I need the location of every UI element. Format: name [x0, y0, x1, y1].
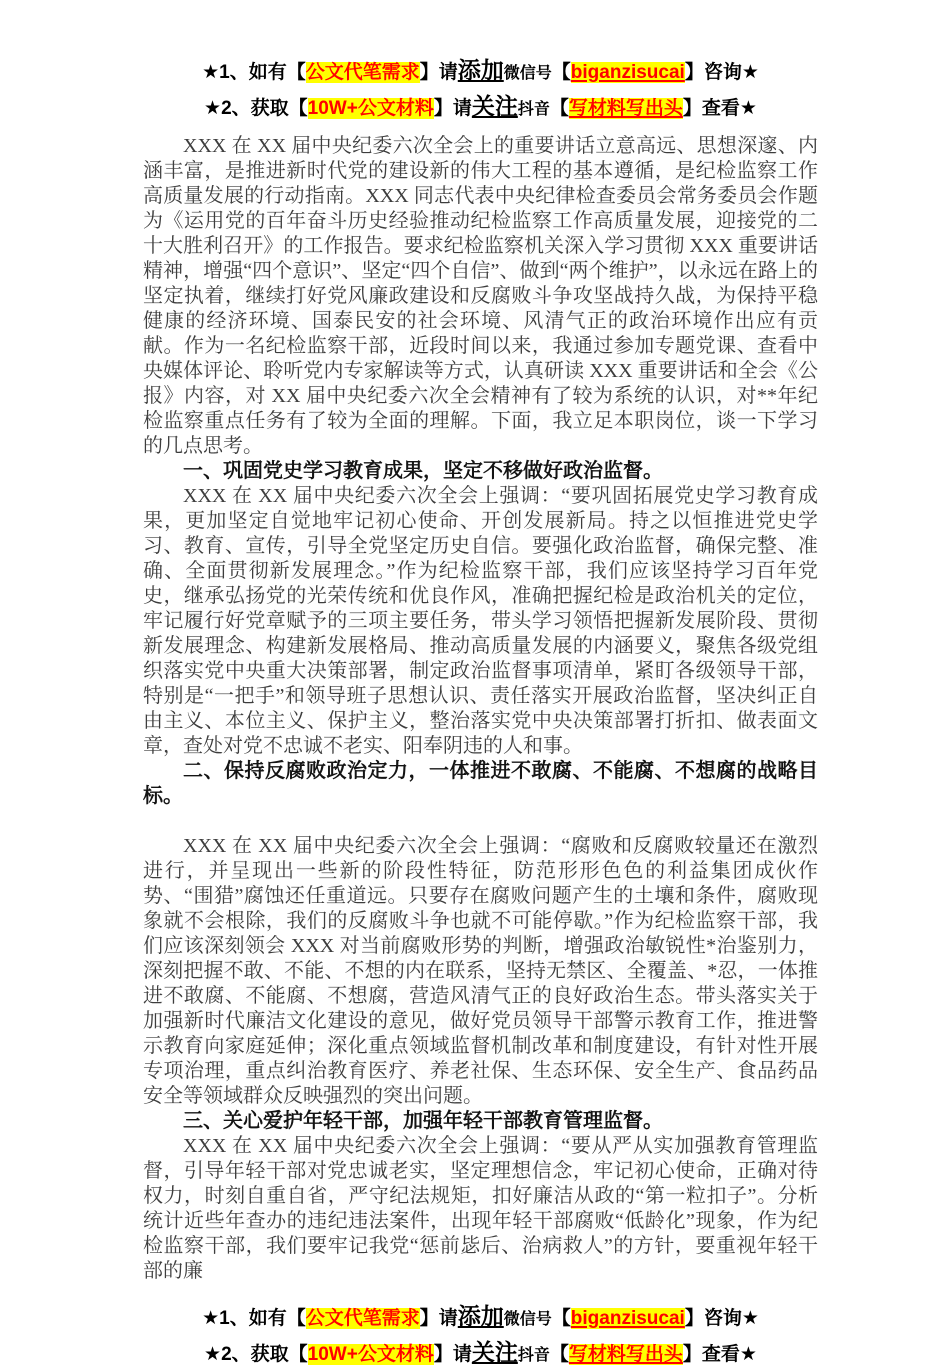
paragraph: XXX 在 XX 届中央纪委六次全会上的重要讲话立意高远、思想深邃、内涵丰富，是推进新时代党的建设新的伟大工程的基本遵循，是纪检监察工作高质量发展的行动指南。XXX 同志代表中央纪律检查委员会常务委员会作题为《运用党的百年奋斗历史经验推动纪检监察工作高质量发展，迎接党的二十大胜利召开》的工作报告。要求纪检监察机关深入学习贯彻 XXX 重要讲话精神，增强“四个意识”、坚定“四个自信”、做到“两个维护”，以永远在路上的坚定执着，继续打好党风廉政建设和反腐败斗争攻坚战持久战，为保持平稳健康的经济环境、国泰民安的社会环境、风清气正的政治环境作出应有贡献。作为一名纪检监察干部，近段时间以来，我通过参加专题党课、查看中央媒体评论、聆听党内专家解读等方式，认真研读 XXX 重要讲话和全会《公报》内容，对 XX 届中央纪委六次全会精神有了较为系统的认识，对**年纪检监察重点任务有了较为全面的理解。下面，我立足本职岗位，谈一下学习的几点思考。 — [143, 135, 818, 457]
promo-wechat-id: biganzisucai — [570, 1308, 685, 1329]
promo-material-highlight: 10W+公文材料 — [307, 1344, 434, 1365]
promo-prefix: ★2、获取【 — [204, 98, 308, 119]
promo-douyin-label: 抖音 — [517, 1347, 550, 1364]
promo-text: 】请 — [419, 62, 458, 83]
promo-header-line-2 — [143, 90, 818, 126]
promo-suffix: 】查看★ — [682, 98, 757, 119]
promo-text: 】请 — [433, 1344, 472, 1365]
promo-wechat-label: 微信号 — [503, 65, 552, 82]
promo-footer — [143, 1300, 818, 1372]
paragraph: XXX 在 XX 届中央纪委六次全会上强调：“要巩固拓展党史学习教育成果，更加坚定自觉地牢记初心使命、开创发展新局。持之以恒推进党史学习、教育、宣传，引导全党坚定历史自信。要强化政治监督，确保完整、准确、全面贯彻新发展理念。”作为纪检监察干部，我们应该坚持学习百年党史，继承弘扬党的光荣传统和优良作风，准确把握纪检是政治机关的定位，牢记履行好党章赋予的三项主要任务，带头学习领悟把握新发展阶段、贯彻新发展理念、构建新发展格局、推动高质量发展的内涵要义，聚焦各级党组织落实党中央重大决策部署，制定政治监督事项清单，紧盯各级领导干部，特别是“一把手”和领导班子思想认识、责任落实开展政治监督，坚决纠正自由主义、本位主义、保护主义，整治落实党中央决策部署打折扣、做表面文章，查处对党不忠诚不老实、阳奉阴违的人和事。 — [143, 485, 818, 757]
promo-prefix: ★1、如有【 — [202, 62, 306, 83]
section-heading: 三、关心爱护年轻干部，加强年轻干部教育管理监督。 — [183, 1110, 663, 1132]
promo-text: 】请 — [419, 1308, 458, 1329]
paragraph: XXX 在 XX 届中央纪委六次全会上强调：“要从严从实加强教育管理监督，引导年轻干部对党忠诚老实，坚定理想信念，牢记初心使命，正确对待权力，时刻自重自省，严守纪法规矩，扣好廉洁从政的“第一粒扣子”。分析统计近些年查办的违纪违法案件，出现年轻干部腐败“低龄化”现象，作为纪检监察干部，我们要牢记我党“惩前毖后、治病救人”的方针，要重视年轻干部的廉 — [143, 1135, 818, 1282]
promo-footer-line-1 — [143, 1300, 818, 1336]
paragraph: XXX 在 XX 届中央纪委六次全会上强调：“腐败和反腐败较量还在激烈进行，并呈现出一些新的阶段性特征，防范形形色色的利益集团成伙作势、“围猎”腐蚀还任重道远。只要存在腐败问题产生的土壤和条件，腐败现象就不会根除，我们的反腐败斗争也就不可能停歇。”作为纪检监察干部，我们应该深刻领会 XXX 对当前腐败形势的判断，增强政治敏锐性*治鉴别力，深刻把握不敢、不能、不想的内在联系，坚持无禁区、全覆盖、*忍，一体推进不敢腐、不能腐、不想腐，营造风清气正的良好政治生态。带头落实关于加强新时代廉洁文化建设的意见，做好党员领导干部警示教育工作，推进警示教育向家庭延伸；深化重点领域监督机制改革和制度建设，有针对性开展专项治理，重点纠治教育医疗、养老社保、生态环保、安全生产、食品药品安全等领域群众反映强烈的突出问题。 — [143, 835, 818, 1107]
blank-line — [143, 809, 818, 834]
promo-add-action: 添加 — [457, 1303, 504, 1329]
promo-service-highlight: 公文代笔需求 — [305, 62, 420, 83]
promo-prefix: ★1、如有【 — [202, 1308, 306, 1329]
promo-suffix: 】咨询★ — [684, 1308, 759, 1329]
promo-bracket: 【 — [549, 98, 569, 119]
promo-wechat-id: biganzisucai — [570, 62, 685, 83]
promo-header — [143, 54, 818, 126]
promo-follow-action: 关注 — [471, 1339, 518, 1365]
promo-douyin-name: 写材料写出头 — [568, 1344, 683, 1365]
promo-header-line-1 — [143, 54, 818, 90]
promo-text: 】请 — [433, 98, 472, 119]
document-body — [143, 134, 818, 1284]
promo-douyin-name: 写材料写出头 — [568, 98, 683, 119]
promo-douyin-label: 抖音 — [517, 101, 550, 118]
promo-bracket: 【 — [549, 1344, 569, 1365]
promo-material-highlight: 10W+公文材料 — [307, 98, 434, 119]
promo-add-action: 添加 — [457, 57, 504, 83]
promo-bracket: 【 — [551, 62, 571, 83]
promo-prefix: ★2、获取【 — [204, 1344, 308, 1365]
promo-follow-action: 关注 — [471, 93, 518, 119]
section-heading: 二、保持反腐败政治定力，一体推进不敢腐、不能腐、不想腐的战略目标。 — [143, 760, 818, 807]
promo-service-highlight: 公文代笔需求 — [305, 1308, 420, 1329]
promo-bracket: 【 — [551, 1308, 571, 1329]
promo-suffix: 】查看★ — [682, 1344, 757, 1365]
promo-suffix: 】咨询★ — [684, 62, 759, 83]
section-heading: 一、巩固党史学习教育成果，坚定不移做好政治监督。 — [183, 460, 663, 482]
promo-footer-line-2 — [143, 1336, 818, 1372]
promo-wechat-label: 微信号 — [503, 1311, 552, 1328]
